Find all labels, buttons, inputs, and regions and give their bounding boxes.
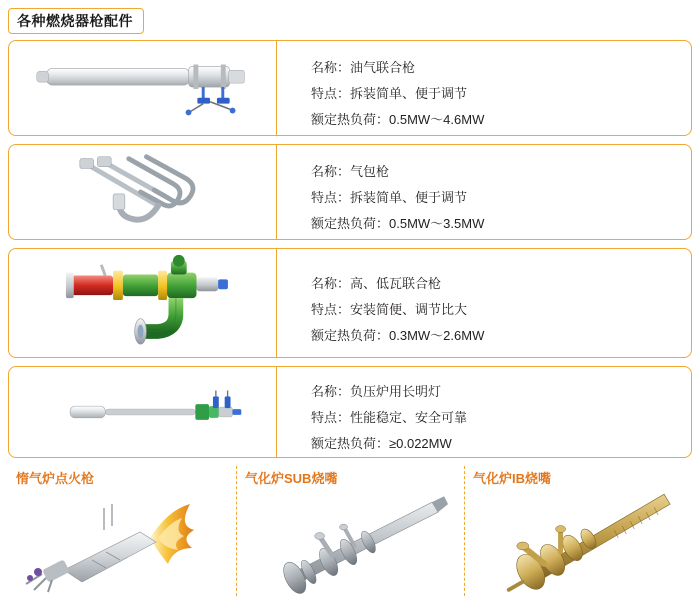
product-load: 额定热负荷：≥0.022MW	[311, 436, 452, 451]
product-spec	[277, 41, 691, 135]
gallery-label: 惰气炉点火枪	[16, 471, 95, 486]
product-name: 名称：油气联合枪	[311, 60, 416, 75]
oil-gas-combined-gun-photo	[9, 41, 277, 135]
product-feature: 特点：拆装简单、便于调节	[311, 190, 468, 205]
product-feature: 特点：性能稳定、安全可靠	[311, 410, 468, 425]
high-low-gas-combined-gun-drawing	[9, 249, 276, 357]
inert-gas-furnace-ignition-gun-photo	[8, 486, 236, 594]
product-spec	[277, 367, 691, 457]
pilot-light-drawing	[9, 367, 276, 457]
product-feature: 特点：拆装简单、便于调节	[311, 86, 468, 101]
gasifier-sub-burner-photo	[237, 486, 464, 594]
product-card	[8, 144, 692, 240]
negative-pressure-furnace-pilot-light-photo	[9, 367, 277, 457]
gallery-cell	[8, 466, 236, 596]
gasifier-ib-burner-photo	[465, 486, 692, 594]
oil-gas-combined-gun-drawing	[9, 41, 276, 135]
gallery-label: 气化炉IB烧嘴	[473, 471, 552, 486]
product-load: 额定热负荷：0.5MW～3.5MW	[311, 216, 485, 231]
gallery-cell	[236, 466, 464, 596]
gas-bag-gun-drawing	[9, 145, 276, 239]
product-name: 名称：高、低瓦联合枪	[311, 276, 442, 291]
product-card	[8, 40, 692, 136]
product-load: 额定热负荷：0.5MW～4.6MW	[311, 112, 485, 127]
bottom-gallery	[8, 466, 692, 596]
product-card	[8, 248, 692, 358]
product-load: 额定热负荷：0.3MW～2.6MW	[311, 328, 485, 343]
product-spec	[277, 249, 691, 357]
product-feature: 特点：安装简便、调节比大	[311, 302, 468, 317]
product-name: 名称：负压炉用长明灯	[311, 384, 442, 399]
gallery-cell	[464, 466, 692, 596]
page-title	[8, 8, 144, 34]
gas-bag-gun-photo	[9, 145, 277, 239]
product-spec	[277, 145, 691, 239]
product-name: 名称：气包枪	[311, 164, 390, 179]
gallery-label: 气化炉SUB烧嘴	[245, 471, 338, 486]
product-card	[8, 366, 692, 458]
page-title-text: 各种燃烧器枪配件	[17, 13, 133, 29]
high-low-gas-combined-gun-photo	[9, 249, 277, 357]
